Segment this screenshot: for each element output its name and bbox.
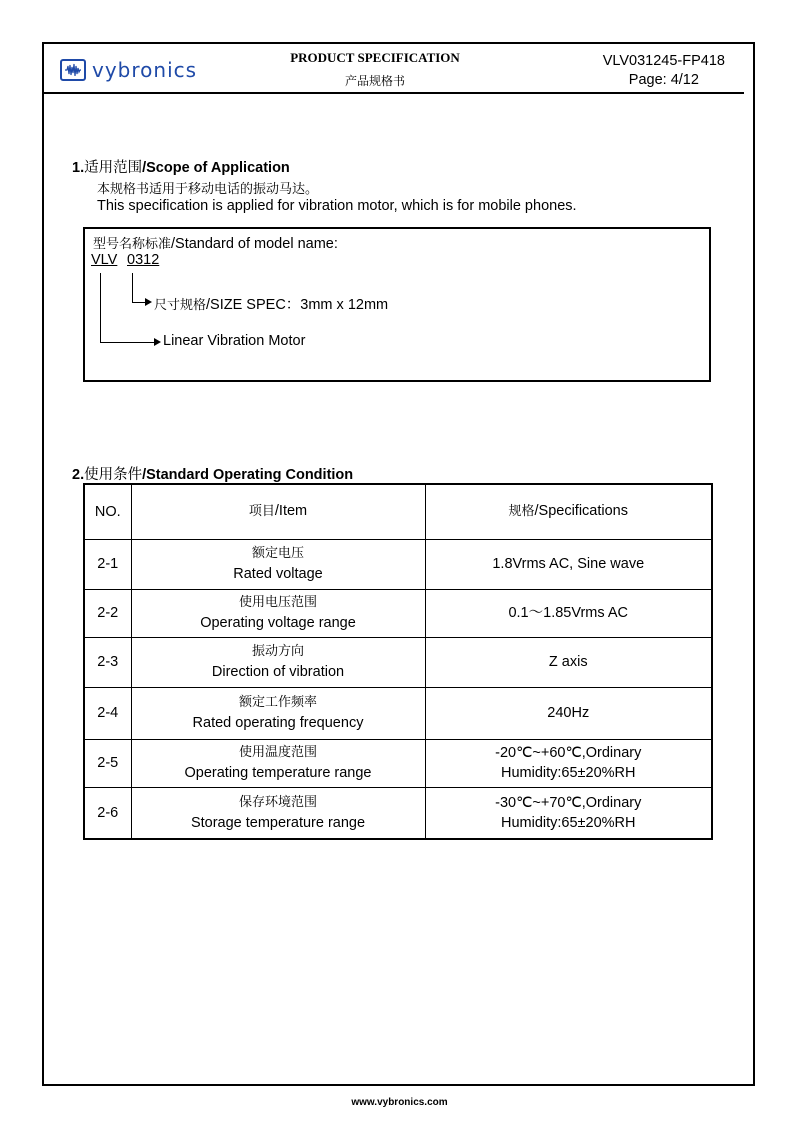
row-item-cn: 使用温度范围 [238,745,317,760]
row-no: 2-6 [84,787,131,839]
row-item-cn: 振动方向 [251,644,304,659]
table-row [84,687,712,739]
row-item-cn: 额定电压 [251,546,304,561]
section-scope-number: 1. [72,160,85,176]
row-spec-value: 1.8Vrms AC, Sine wave [492,556,645,572]
type-leader-horizontal [100,342,154,343]
section-operating-number: 2. [72,467,85,483]
section-scope-title [72,156,290,177]
row-spec-value-2: Humidity:65±20%RH [501,814,636,831]
footer-url: www.vybronics.com [351,1097,448,1108]
doc-type-title: PRODUCT SPECIFICATION [290,50,460,65]
row-spec-value: -30℃~+70℃,Ordinary [495,794,642,811]
header-doc-info [603,52,725,90]
model-code-size: 0312 [127,252,160,268]
row-item-en: Operating temperature range [184,765,372,781]
header-item-cn: 项目 [248,504,275,520]
header-item-en: /Item [274,503,308,520]
type-arrow-icon [154,338,161,346]
model-label-en: /Standard of model name: [171,236,338,252]
doc-number: VLV031245-FP418 [602,53,725,69]
model-code-prefix: VLV [91,252,118,268]
scope-text-en: This specification is applied for vibration motor, which is for mobile phones. [97,198,577,214]
doc-type-subtitle: 产品规格书 [344,74,405,88]
size-spec-en: /SIZE SPEC：3mm x 12mm [206,297,389,313]
model-label-cn: 型号名称标准 [93,237,172,252]
row-item-en: Direction of vibration [211,664,345,680]
model-name-label [93,233,338,252]
row-item-cn: 保存环境范围 [238,794,317,810]
header-title-block [270,50,480,89]
header-spec-en: /Specifications [534,503,628,520]
logo-waveform-icon [60,59,86,81]
row-spec-value-2: Humidity:65±20%RH [501,765,636,781]
row-item-en: Rated voltage [233,566,323,582]
row-item [131,637,425,687]
size-arrow-icon [145,298,152,306]
row-spec [425,637,712,687]
header-spec [425,484,712,539]
size-leader-horizontal [132,302,145,303]
row-spec [425,589,712,637]
section-operating-title-en: /Standard Operating Condition [142,467,354,483]
page-number: Page: 4/12 [628,72,699,88]
table-row [84,637,712,687]
header-divider [44,92,744,94]
company-logo [60,58,197,82]
row-item [131,787,425,839]
header-spec-cn: 规格 [508,504,535,520]
row-spec [425,787,712,839]
size-spec-cn: 尺寸规格 [154,298,207,313]
row-spec [425,539,712,589]
row-item-cn: 额定工作频率 [238,695,317,710]
row-no: 2-4 [84,687,131,739]
logo-text: vybronics [92,58,198,82]
row-item [131,687,425,739]
row-item [131,539,425,589]
row-item-en: Storage temperature range [190,814,366,831]
table-row [84,539,712,589]
row-spec [425,739,712,787]
row-spec [425,687,712,739]
row-item [131,739,425,787]
row-spec-value: -20℃~+60℃,Ordinary [495,745,642,761]
size-spec-text [154,293,388,314]
model-name-box [83,227,711,382]
scope-text-cn: 本规格书适用于移动电话的振动马达。 [97,182,319,197]
section-scope-title-en: /Scope of Application [142,160,290,176]
header-no: NO. [84,484,131,539]
row-item [131,589,425,637]
table-header-row [84,484,712,539]
row-spec-value: 0.1～1.85Vrms AC [508,605,629,621]
table-row [84,739,712,787]
table-row [84,787,712,839]
header-item [131,484,425,539]
table-row [84,589,712,637]
row-no: 2-1 [84,539,131,589]
row-spec-value: Z axis [548,654,588,670]
type-leader-vertical [100,273,101,343]
row-spec-value: 240Hz [547,705,590,721]
row-no: 2-5 [84,739,131,787]
row-no: 2-3 [84,637,131,687]
motor-type-text: Linear Vibration Motor [163,333,306,349]
row-item-en: Rated operating frequency [192,715,364,731]
row-item-en: Operating voltage range [200,615,356,631]
size-leader-vertical [132,273,133,303]
section-scope-title-cn: 适用范围 [84,160,143,176]
row-item-cn: 使用电压范围 [238,595,317,610]
section-operating-title [72,463,353,484]
row-no: 2-2 [84,589,131,637]
section-operating-title-cn: 使用条件 [84,467,143,483]
operating-condition-table [83,483,713,840]
